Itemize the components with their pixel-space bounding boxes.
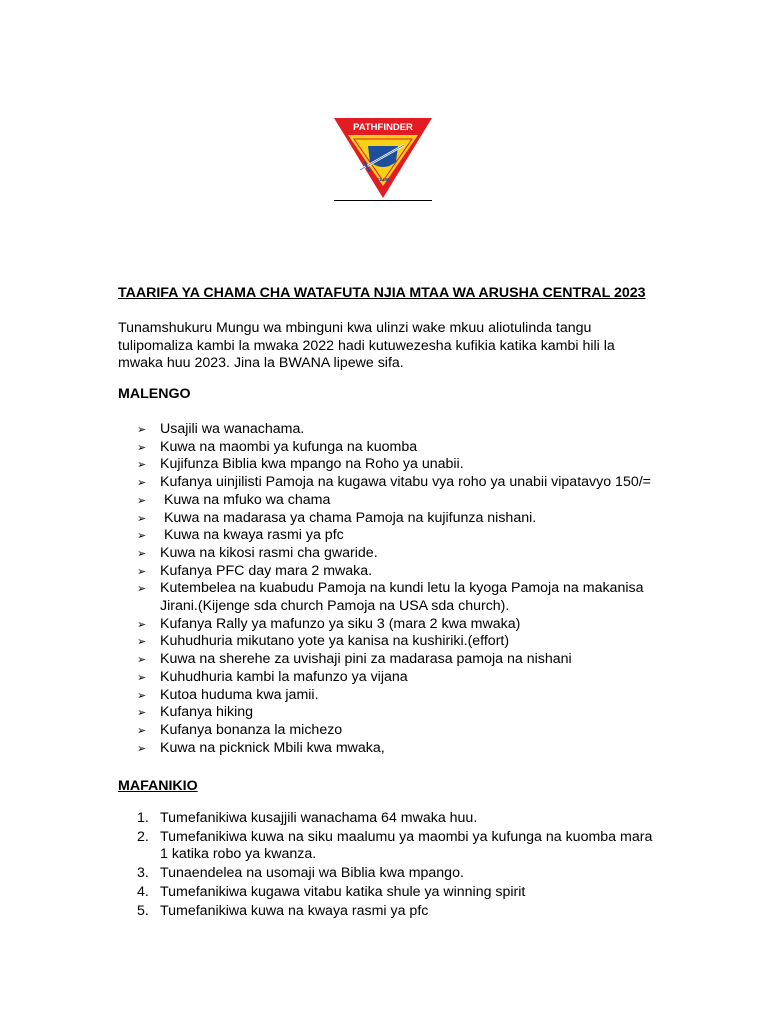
item-number: 2. bbox=[137, 828, 149, 845]
list-item bbox=[137, 421, 657, 439]
list-item bbox=[137, 651, 657, 669]
goal-text: Kutoa huduma kwa jamii. bbox=[160, 686, 319, 703]
arrow-bullet-icon: ➢ bbox=[137, 617, 147, 631]
list-item bbox=[137, 722, 657, 740]
list-item bbox=[137, 580, 657, 615]
goal-text: Kuwa na sherehe za uvishaji pini za madarasa pamoja na nishani bbox=[160, 651, 572, 668]
pathfinder-logo bbox=[334, 118, 432, 202]
arrow-bullet-icon: ➢ bbox=[137, 688, 147, 702]
goal-text: Kutembelea na kuabudu Pamoja na kundi letu la kyoga Pamoja na makanisa Jirani.(Kijenge sda church Pamoja na USA sda church). bbox=[160, 580, 648, 615]
logo-text: PATHFINDER bbox=[353, 122, 413, 133]
list-item bbox=[137, 687, 657, 705]
arrow-bullet-icon: ➢ bbox=[137, 529, 147, 543]
list-item bbox=[137, 865, 657, 883]
achievement-text: Tunaendelea na usomaji wa Biblia kwa mpango. bbox=[160, 865, 464, 882]
goal-text: Usajili wa wanachama. bbox=[160, 421, 305, 437]
list-item bbox=[137, 616, 657, 634]
goal-text: Kujifunza Biblia kwa mpango na Roho ya unabii. bbox=[160, 456, 464, 473]
item-number: 1. bbox=[137, 810, 149, 826]
achievements-heading: MAFANIKIO bbox=[118, 778, 198, 794]
goal-text: Kufanya uinjilisti Pamoja na kugawa vitabu vya roho ya unabii vipatavyo 150/= bbox=[160, 474, 651, 491]
arrow-bullet-icon: ➢ bbox=[137, 635, 147, 649]
list-item bbox=[137, 633, 657, 651]
goal-text: Kufanya hiking bbox=[160, 704, 254, 721]
arrow-bullet-icon: ➢ bbox=[137, 564, 147, 578]
goal-text: Kuwa na madarasa ya chama Pamoja na kujifunza nishani. bbox=[160, 509, 537, 526]
goal-text: Kuhudhuria kambi la mafunzo ya vijana bbox=[160, 668, 408, 685]
logo-underline-divider bbox=[334, 200, 432, 201]
arrow-bullet-icon: ➢ bbox=[137, 440, 147, 454]
logo-subtext: CLUB bbox=[376, 177, 390, 182]
goal-text: Kuwa na kwaya rasmi ya pfc bbox=[160, 527, 344, 544]
list-item bbox=[137, 903, 657, 921]
item-number: 5. bbox=[137, 902, 149, 919]
intro-paragraph: Tunamshukuru Mungu wa mbinguni kwa ulinzi wake mkuu aliotulinda tangu tulipomaliza kambi la mwaka 2022 hadi kutuwezesha kufikia katika kambi hili la mwaka huu 2023. Jina la BWANA lipewe sifa. bbox=[118, 320, 615, 371]
goal-text: Kufanya PFC day mara 2 mwaka. bbox=[160, 562, 373, 579]
list-item bbox=[137, 704, 657, 722]
arrow-bullet-icon: ➢ bbox=[137, 493, 147, 507]
arrow-bullet-icon: ➢ bbox=[137, 723, 147, 737]
arrow-bullet-icon: ➢ bbox=[137, 511, 147, 525]
list-item bbox=[137, 884, 657, 902]
goal-text: Kuwa na maombi ya kufunga na kuomba bbox=[160, 438, 418, 455]
list-item bbox=[137, 810, 657, 828]
list-item bbox=[137, 545, 657, 563]
list-item bbox=[137, 492, 657, 510]
list-item bbox=[137, 456, 657, 474]
item-number: 3. bbox=[137, 865, 149, 882]
achievement-text: Tumefanikiwa kusajjili wanachama 64 mwaka huu. bbox=[160, 810, 478, 826]
list-item bbox=[137, 474, 657, 492]
pathfinder-emblem-icon bbox=[334, 118, 432, 200]
arrow-bullet-icon: ➢ bbox=[137, 423, 147, 436]
list-item bbox=[137, 669, 657, 687]
achievements-list bbox=[137, 810, 657, 921]
goal-text: Kuwa na picknick Mbili kwa mwaka, bbox=[160, 739, 385, 756]
arrow-bullet-icon: ➢ bbox=[137, 476, 147, 490]
arrow-bullet-icon: ➢ bbox=[137, 546, 147, 560]
arrow-bullet-icon: ➢ bbox=[137, 653, 147, 667]
goal-text: Kuwa na mfuko wa chama bbox=[160, 491, 331, 508]
item-number: 4. bbox=[137, 883, 149, 900]
achievement-text: Tumefanikiwa kuwa na siku maalumu ya maombi ya kufunga na kuomba mara 1 katika robo ya kwanza. bbox=[160, 828, 653, 863]
goal-text: Kufanya bonanza la michezo bbox=[160, 721, 343, 738]
list-item bbox=[137, 510, 657, 528]
arrow-bullet-icon: ➢ bbox=[137, 670, 147, 684]
goal-text: Kufanya Rally ya mafunzo ya siku 3 (mara 2 kwa mwaka) bbox=[160, 615, 521, 632]
arrow-bullet-icon: ➢ bbox=[137, 741, 147, 755]
list-item bbox=[137, 527, 657, 545]
document-title: TAARIFA YA CHAMA CHA WATAFUTA NJIA MTAA WA ARUSHA CENTRAL 2023 bbox=[118, 285, 646, 301]
arrow-bullet-icon: ➢ bbox=[137, 706, 147, 720]
arrow-bullet-icon: ➢ bbox=[137, 458, 147, 472]
goal-text: Kuwa na kikosi rasmi cha gwaride. bbox=[160, 544, 378, 561]
achievement-text: Tumefanikiwa kugawa vitabu katika shule ya winning spirit bbox=[160, 883, 526, 900]
achievement-text: Tumefanikiwa kuwa na kwaya rasmi ya pfc bbox=[160, 902, 429, 919]
list-item bbox=[137, 829, 657, 864]
goals-list bbox=[137, 421, 657, 757]
goal-text: Kuhudhuria mikutano yote ya kanisa na kushiriki.(effort) bbox=[160, 633, 510, 650]
arrow-bullet-icon: ➢ bbox=[137, 582, 147, 596]
list-item bbox=[137, 439, 657, 457]
list-item bbox=[137, 563, 657, 581]
goals-heading: MALENGO bbox=[118, 386, 191, 402]
list-item bbox=[137, 740, 657, 758]
